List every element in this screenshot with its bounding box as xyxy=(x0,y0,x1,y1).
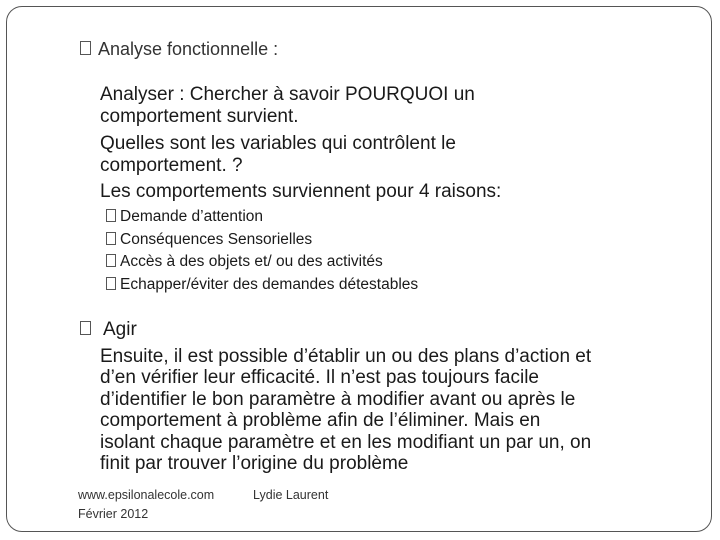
agir-line: d’en vérifier leur efficacité. Il n’est pas toujours facile xyxy=(100,367,539,388)
reason-label: Accès à des objets et/ ou des activités xyxy=(120,253,383,270)
analyse-line: comportement. ? xyxy=(100,155,243,176)
bullet-box-icon xyxy=(106,277,116,290)
agir-line: d’identifier le bon paramètre à modifier avant ou après le xyxy=(100,389,576,410)
analyse-line: Les comportements surviennent pour 4 raisons: xyxy=(100,181,502,202)
section-heading-analyse xyxy=(80,38,278,60)
footer-website: www.epsilonalecole.com xyxy=(78,488,215,502)
agir-line: isolant chaque paramètre et en les modifiant un par un, on xyxy=(100,432,592,453)
footer-date: Février 2012 xyxy=(78,507,149,521)
agir-line: comportement à problème afin de l’éliminer. Mais en xyxy=(100,410,541,431)
bullet-box-icon xyxy=(106,254,116,267)
list-item xyxy=(106,274,418,297)
list-item xyxy=(106,229,418,252)
analyse-line: comportement survient. xyxy=(100,106,299,127)
bullet-box-icon xyxy=(80,41,91,55)
section-heading-agir xyxy=(80,318,137,342)
agir-label: Agir xyxy=(103,319,137,340)
reason-label: Conséquences Sensorielles xyxy=(120,230,313,248)
bullet-box-icon xyxy=(80,321,91,335)
bullet-box-icon xyxy=(106,232,116,245)
analyse-line: Quelles sont les variables qui contrôlent le xyxy=(100,133,456,154)
list-item xyxy=(106,251,418,274)
list-item xyxy=(106,206,418,229)
agir-line: Ensuite, il est possible d’établir un ou des plans d’action et xyxy=(100,346,592,367)
bullet-box-icon xyxy=(106,209,116,222)
footer-author: Lydie Laurent xyxy=(253,488,329,502)
reason-label: Demande d’attention xyxy=(120,208,264,225)
reason-label: Echapper/éviter des demandes détestables xyxy=(120,275,419,293)
analyse-line: Analyser : Chercher à savoir POURQUOI un xyxy=(100,84,475,105)
agir-line: finit par trouver l’origine du problème xyxy=(100,453,409,474)
heading-label: Analyse fonctionnelle : xyxy=(98,39,279,59)
reasons-list xyxy=(106,206,418,296)
